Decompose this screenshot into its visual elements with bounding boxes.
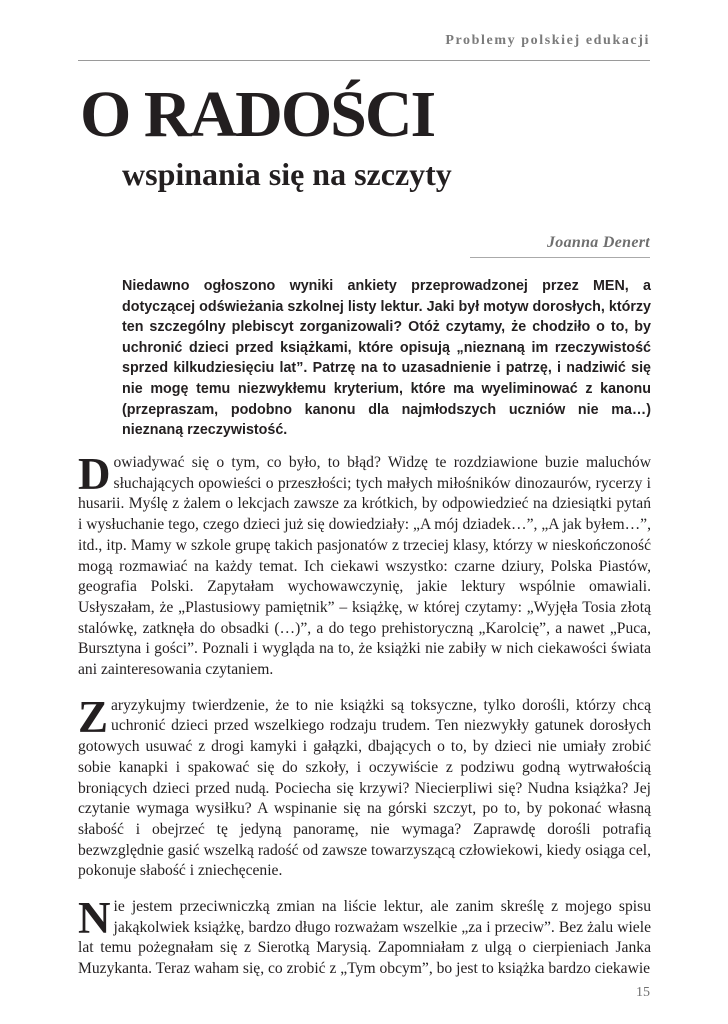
paragraph-text: owiadywać się o tym, co było, to błąd? Widzę te rozdziawione buzie maluchów słuchających opowieści o przeszłości; tych małych miłośników dinozaurów, rycerzy i husarii. Myślę z żalem o lekcjach zawsze za krótkich, by odpowiedzieć na dziesiątki pytań i wysłuchanie tego, czego dzieci już się dowiedziały: „A mój dziadek…”, „A jak byłem…”, itd., itp. Mamy w szkole grupę takich pasjonatów z trzeciej klasy, którzy w nieskończoność mogą rozmawiać na każdy temat. Ich ciekawi wszystko: czarne dziury, Polska Piastów, geografia Polski. Zapytałam wychowawczynię, jakie lektury wspólnie omawiali. Usłyszałam, że „Plastusiowy pamiętnik” – książkę, w której czytamy: „Wyjęła Tosia złotą stalówkę, zatknęła do obsadki (…)”, a do tego prehistoryczną „Karolcię”, a nawet „Puca, Bursztyna i gości”. Poznali i wygląda na to, że książki nie zabiły w nich ciekawości świata ani zainteresowania czytaniem. <box>78 454 651 679</box>
author-divider <box>470 257 650 258</box>
article-lead: Niedawno ogłoszono wyniki ankiety przeprowadzonej przez MEN, a dotyczącej odświeżania szkolnej listy lektur. Jaki był motyw dorosłych, którzy ten szczególny plebiscyt zorganizowali? Otóż czytamy, że chodziło o to, by uchronić dzieci przed książkami, które opisują „nieznaną im rzeczywistość sprzed kilkudziesięciu lat”. Patrzę na to uzasadnienie i patrzę, i nadziwić się nie mogę temu niezwykłemu kryterium, które ma wyeliminować z kanonu (przepraszam, podobno kanonu dla najmłodszych uczniów nie ma…) nieznaną rzeczywistość. <box>122 278 651 439</box>
header-divider <box>78 60 650 61</box>
paragraph-text: ie jestem przeciwniczką zmian na liście lektur, ale zanim skreślę z mojego spisu jakąkolwiek książkę, bardzo długo rozważam wszelkie „za i przeciw”. Bez żalu wiele lat temu pożegnałam się z Sierotką Marysią. Zapomniałam z ulgą o cierpieniach Janka Muzykanta. Teraz waham się, co zrobić z „Tym obcym”, bo jest to książka bardzo ciekawie <box>78 898 651 978</box>
running-header: Problemy polskiej edukacji <box>445 33 650 48</box>
article-body <box>78 449 651 995</box>
drop-cap: D <box>78 449 111 499</box>
body-paragraph <box>78 449 651 681</box>
article-title: O RADOŚCI <box>80 78 435 151</box>
body-paragraph <box>78 691 651 882</box>
drop-cap: N <box>78 893 111 944</box>
page-number: 15 <box>636 985 650 1000</box>
body-paragraph <box>78 893 651 980</box>
author-name: Joanna Denert <box>546 234 650 251</box>
paragraph-text: aryzykujmy twierdzenie, że to nie książki są toksyczne, tylko dorośli, którzy chcą uchronić dzieci przed wszelkiego rodzaju trudem. Ten niezwykły gatunek dorosłych gotowych usuwać z drogi kamyki i gałązki, dbających o to, by dzieci nie umiały zrobić sobie kanapki i spakować się do szkoły, i oczywiście z podziwu godną wytrwałością broniących dzieci przed nudą. Pociecha się krzywi? Niecierpliwi się? Nudna książka? Jej czytanie wymaga wysiłku? A wspinanie się na górski szczyt, po to, by pokonać własną słabość i obejrzeć tę jedyną panoramę, nie wymaga? Zaprawdę dorośli potrafią bezwzględnie gasić wszelką radość od zawsze towarzyszącą człowiekowi, kiedy osiąga cel, pokonuje słabość i zniechęcenie. <box>78 696 651 880</box>
article-subtitle: wspinania się na szczyty <box>122 156 452 192</box>
drop-cap: Z <box>78 691 109 742</box>
